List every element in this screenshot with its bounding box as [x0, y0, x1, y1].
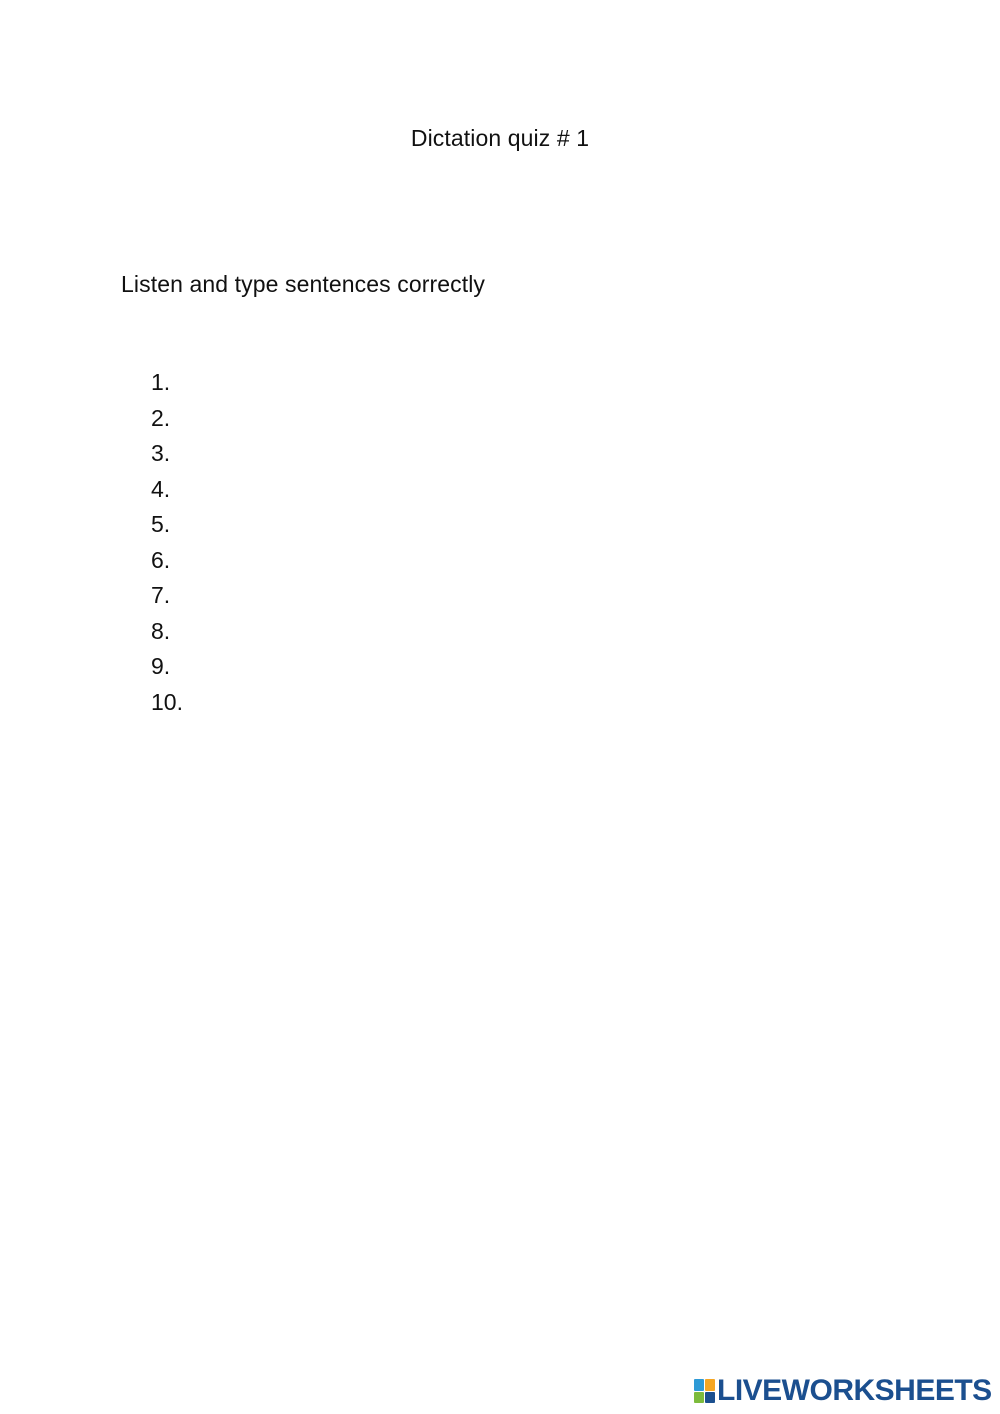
logo-square	[694, 1379, 704, 1391]
list-item: 2.	[151, 404, 171, 431]
list-item: 5.	[151, 511, 171, 537]
answer-list	[151, 368, 183, 723]
list-item: 1.	[151, 369, 171, 395]
list-item: 4.	[151, 475, 171, 502]
list-item: 10.	[151, 688, 183, 715]
logo-square	[694, 1392, 704, 1404]
liveworksheets-logo	[694, 1375, 992, 1407]
logo-square	[705, 1392, 715, 1404]
logo-square	[705, 1379, 715, 1391]
list-item: 9.	[151, 653, 171, 679]
logo-text: LIVEWORKSHEETS	[717, 1374, 992, 1407]
logo-mark-icon	[694, 1379, 715, 1403]
list-item: 3.	[151, 440, 171, 466]
list-item: 8.	[151, 617, 171, 644]
page-title: Dictation quiz # 1	[410, 125, 590, 151]
list-item: 7.	[151, 582, 171, 608]
list-item: 6.	[151, 546, 171, 573]
instruction-text: Listen and type sentences correctly	[121, 271, 486, 297]
